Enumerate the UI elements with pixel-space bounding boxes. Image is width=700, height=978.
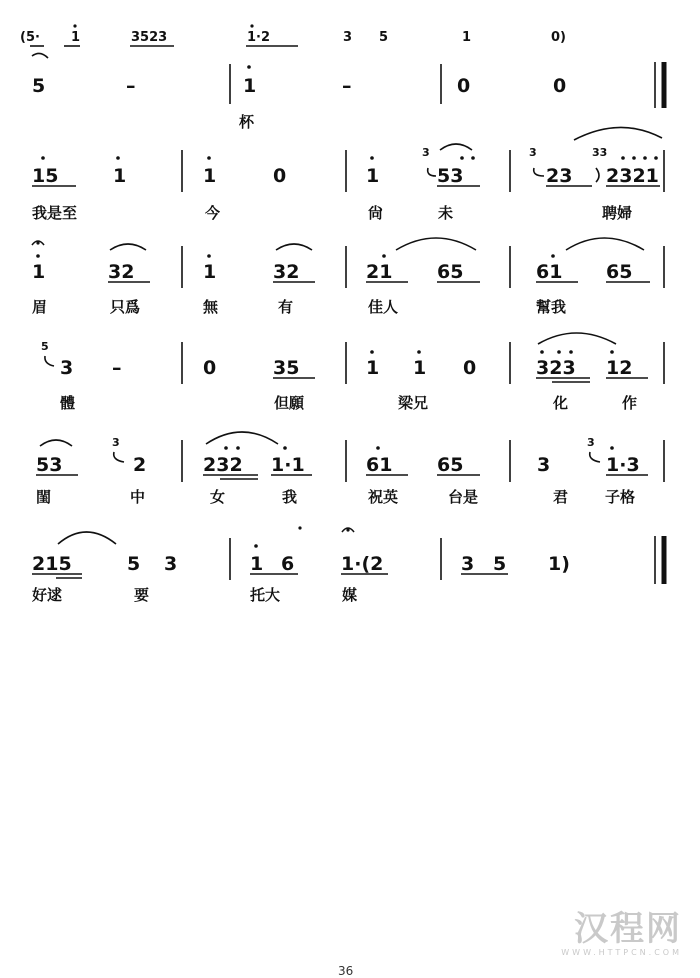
- note: 1: [243, 75, 257, 97]
- high-dot: [207, 254, 211, 258]
- high-dot: [283, 446, 287, 450]
- lyric: 中: [130, 488, 146, 506]
- slur: [574, 127, 662, 140]
- slur: [396, 238, 476, 250]
- lyric: 祝英: [368, 488, 399, 506]
- lyric: 眉: [32, 298, 48, 316]
- high-dot: [610, 350, 614, 354]
- intro-note: 3: [343, 30, 353, 45]
- grace-note: 3: [422, 146, 430, 159]
- lyric: 幫我: [536, 298, 567, 316]
- intro-note: 1: [71, 30, 81, 45]
- score-line-5: [36, 432, 664, 506]
- note: 1·3: [606, 454, 640, 476]
- grace-hook: [534, 168, 544, 176]
- note: 0: [273, 165, 287, 187]
- intro-line: [20, 24, 566, 58]
- high-dot: [569, 350, 573, 354]
- note: 1: [366, 357, 380, 379]
- note: 32: [108, 261, 135, 283]
- lyric: 無: [203, 298, 219, 316]
- lyric: 好逑: [32, 586, 63, 604]
- note: 12: [606, 357, 633, 379]
- high-dot: [41, 156, 45, 160]
- intro-note: 3523: [131, 30, 168, 45]
- grace-note: 3: [587, 436, 595, 449]
- note: 215: [32, 553, 72, 575]
- watermark-url: WWW.HTTPCN.COM: [561, 948, 682, 957]
- high-dot: [382, 254, 386, 258]
- intro-note: 0): [551, 30, 566, 45]
- high-dot: [643, 156, 647, 160]
- note: 2321: [606, 165, 659, 187]
- note: –: [126, 75, 136, 97]
- note: 5: [493, 553, 507, 575]
- page-number: 36: [338, 964, 354, 978]
- high-dot: [557, 350, 561, 354]
- watermark-logo-text: 汉程网: [574, 909, 682, 949]
- note: 3: [60, 357, 74, 379]
- lyric: 君: [553, 488, 569, 506]
- grace-note: 5: [41, 340, 49, 353]
- high-dot: [224, 446, 228, 450]
- score-line-4: [41, 333, 664, 412]
- note: 0: [463, 357, 477, 379]
- fermata-dot: [36, 241, 39, 244]
- lyric: 化: [553, 394, 569, 412]
- slur: [58, 532, 116, 544]
- note: 35: [273, 357, 300, 379]
- note: 53: [36, 454, 63, 476]
- score-line-6: [31, 526, 664, 604]
- note: 1: [203, 261, 217, 283]
- note: 1: [203, 165, 217, 187]
- note: 323: [536, 357, 576, 379]
- note: 65: [437, 261, 464, 283]
- lyric: 作: [622, 394, 638, 412]
- high-dot: [247, 65, 251, 69]
- slur: [276, 244, 312, 250]
- lyric: 佳人: [368, 298, 399, 316]
- lyric: 聘婦: [602, 204, 633, 222]
- high-dot: [551, 254, 555, 258]
- intro-note: 1: [462, 30, 472, 45]
- note: 61: [536, 261, 563, 283]
- high-dot: [116, 156, 120, 160]
- lyric: 有: [278, 298, 294, 316]
- note: –: [342, 75, 352, 97]
- slur: [566, 238, 644, 250]
- high-dot: [73, 24, 76, 27]
- intro-note: 1·2: [247, 30, 271, 45]
- note: 1: [366, 165, 380, 187]
- intro-note: 5: [379, 30, 389, 45]
- note: 2: [133, 454, 147, 476]
- note: 0: [203, 357, 217, 379]
- high-dot: [460, 156, 464, 160]
- grace-hook: [428, 168, 436, 176]
- slur: [538, 333, 616, 344]
- slur: [206, 432, 278, 444]
- high-dot: [632, 156, 636, 160]
- lyric: 我是至: [32, 204, 78, 222]
- grace-hook: [114, 452, 124, 462]
- high-dot: [471, 156, 475, 160]
- high-dot: [370, 350, 374, 354]
- lyric: 但願: [274, 394, 305, 412]
- note: 1: [113, 165, 127, 187]
- slur: [40, 440, 72, 446]
- lyric: 未: [438, 204, 454, 222]
- intro-note: (5·: [20, 30, 40, 45]
- note: 3: [461, 553, 475, 575]
- high-dot: [254, 544, 258, 548]
- score-line-3: [32, 238, 664, 316]
- watermark: [561, 901, 682, 957]
- lyric: 梁兄: [398, 394, 429, 412]
- note: 1): [548, 553, 570, 575]
- high-dot: [376, 446, 380, 450]
- lyric: 體: [60, 394, 76, 412]
- note: 5: [32, 75, 46, 97]
- note: –: [112, 357, 122, 379]
- note: 1·1: [271, 454, 305, 476]
- lyric: 只爲: [110, 298, 141, 316]
- high-dot: [370, 156, 374, 160]
- note: 1: [413, 357, 427, 379]
- grace-hook: [45, 356, 54, 366]
- note: 3: [537, 454, 551, 476]
- note: 3: [164, 553, 178, 575]
- lyric: 媒: [342, 586, 358, 604]
- note: 53: [437, 165, 464, 187]
- high-dot: [621, 156, 625, 160]
- note: 1: [32, 261, 46, 283]
- note: 61: [366, 454, 393, 476]
- note: 21: [366, 261, 393, 283]
- high-dot: [654, 156, 658, 160]
- grace-note: 3: [112, 436, 120, 449]
- high-dot: [417, 350, 421, 354]
- lyric: 閨: [36, 488, 52, 506]
- lyric: 今: [205, 204, 221, 222]
- note: 1·(2: [341, 553, 384, 575]
- lyric: 要: [134, 586, 150, 604]
- high-dot: [207, 156, 211, 160]
- grace-hook: [596, 168, 599, 182]
- fermata-dot: [346, 528, 349, 531]
- note: 65: [606, 261, 633, 283]
- slur: [440, 144, 472, 150]
- note: 15: [32, 165, 59, 187]
- note: 0: [553, 75, 567, 97]
- score-line-1: [32, 62, 664, 131]
- high-dot: [250, 24, 253, 27]
- grace-hook: [590, 452, 600, 462]
- high-dot: [610, 446, 614, 450]
- high-dot: [298, 526, 301, 529]
- note: 23: [546, 165, 573, 187]
- lyric: 托大: [250, 586, 281, 604]
- grace-note: 33: [592, 146, 608, 159]
- lyric: 女: [210, 488, 226, 506]
- note: 5: [127, 553, 141, 575]
- grace-note: 3: [529, 146, 537, 159]
- high-dot: [236, 446, 240, 450]
- lyric: 台是: [448, 488, 479, 506]
- high-dot: [36, 254, 40, 258]
- note: 65: [437, 454, 464, 476]
- score-line-2: [32, 127, 664, 222]
- note: 1: [250, 553, 264, 575]
- lyric: 杯: [239, 113, 255, 131]
- note: 6: [281, 553, 295, 575]
- note: 32: [273, 261, 300, 283]
- slur: [110, 244, 146, 250]
- high-dot: [540, 350, 544, 354]
- note: 0: [457, 75, 471, 97]
- grace-slur: [32, 53, 48, 58]
- lyric: 我: [282, 488, 298, 506]
- note: 232: [203, 454, 243, 476]
- lyric: 子格: [605, 488, 636, 506]
- lyric: 尙: [368, 204, 384, 222]
